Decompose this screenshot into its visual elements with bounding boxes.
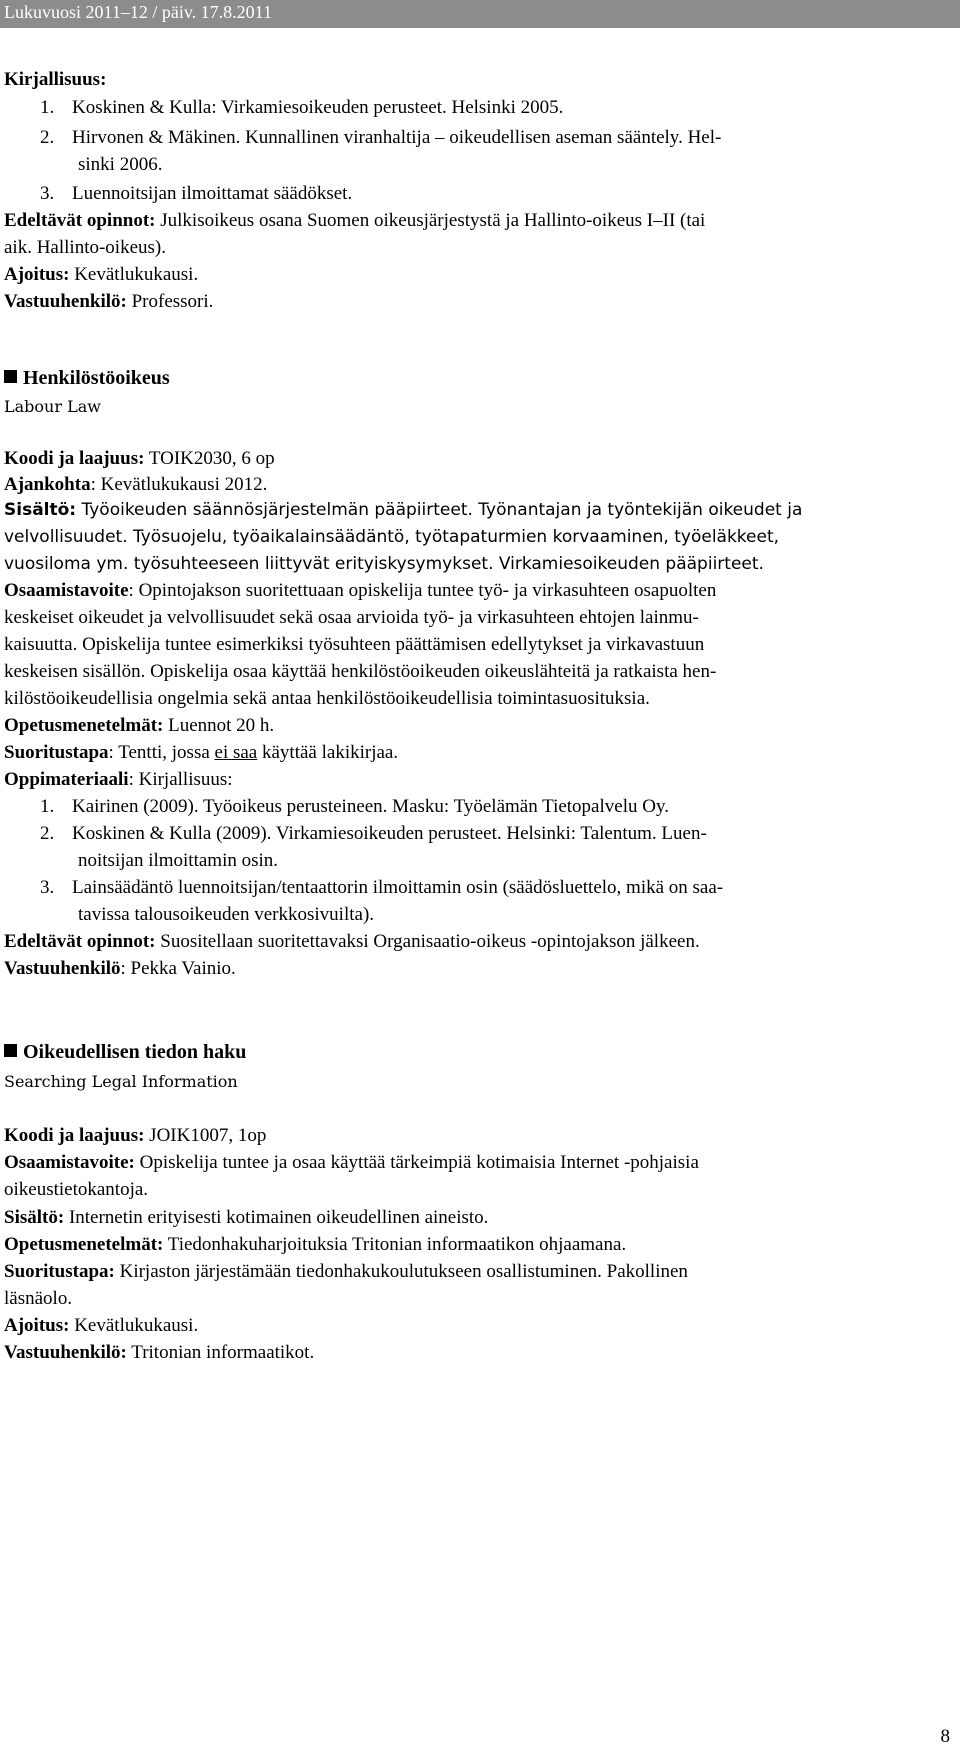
methods-line: Opetusmenetelmät: Luennot 20 h. [4,715,275,736]
goal-line-5: kilöstöoikeudellisia ongelmia sekä antaa henkilöstöoikeudellisia toimintasuosituksia. [4,688,650,709]
page-number: 8 [940,1726,950,1747]
literature-item-3: 3. Luennoitsijan ilmoittamat säädökset. [40,183,353,204]
completion-line-s3: Suoritustapa: Kirjaston järjestämään tiedonhakukoulutukseen osallistuminen. Pakollinen [4,1261,688,1282]
goal-line-1: Osaamistavoite: Opintojakson suoritettuaan opiskelija tuntee työ- ja virkasuhteen osapuolten [4,580,717,601]
literature-item-2: 2. Hirvonen & Mäkinen. Kunnallinen viranhaltija – oikeudellisen aseman sääntely. Hel- [40,127,722,148]
literature-item-2-continued: sinki 2006. [78,154,163,175]
material-item-1: 1. Kairinen (2009). Työoikeus perusteineen. Masku: Työelämän Tietopalvelu Oy. [40,796,669,817]
material-item-2: 2. Koskinen & Kulla (2009). Virkamiesoikeuden perusteet. Helsinki: Talentum. Luen- [40,823,707,844]
goal-line-s3-2: oikeustietokantoja. [4,1179,149,1200]
completion-line: Suoritustapa: Tentti, jossa ei saa käyttää lakikirjaa. [4,742,399,763]
responsible-line-s3: Vastuuhenkilö: Tritonian informaatikot. [4,1342,315,1363]
code-line: Koodi ja laajuus: TOIK2030, 6 op [4,448,275,469]
goal-line-4: keskeisen sisällön. Opiskelija osaa käyttää henkilöstöoikeuden oikeuslähteitä ja ratkaista hen- [4,661,717,682]
goal-line-s3: Osaamistavoite: Opiskelija tuntee ja osaa käyttää tärkeimpiä kotimaisia Internet -pohjaisia [4,1152,699,1173]
content-line-2: velvollisuudet. Työsuojelu, työaikalainsäädäntö, työtapaturmien korvaaminen, työeläkkeet, [4,527,780,547]
page-header [0,0,960,28]
section-subtitle: Labour Law [4,397,101,416]
material-item-3: 3. Lainsäädäntö luennoitsijan/tentaattorin ilmoittamin osin (säädösluettelo, mikä on saa- [40,877,724,898]
completion-line-s3-2: läsnäolo. [4,1288,73,1309]
timing-line-s3: Ajoitus: Kevätlukukausi. [4,1315,199,1336]
material-item-2-continued: noitsijan ilmoittamin osin. [78,850,279,871]
content-line-s3: Sisältö: Internetin erityisesti kotimainen oikeudellinen aineisto. [4,1207,489,1228]
prerequisites-line: Edeltävät opinnot: Julkisoikeus osana Suomen oikeusjärjestystä ja Hallinto-oikeus I–II (tai [4,210,706,231]
responsible-line: Vastuuhenkilö: Professori. [4,291,214,312]
timing-line: Ajoitus: Kevätlukukausi. [4,264,199,285]
goal-line-3: kaisuutta. Opiskelija tuntee esimerkiksi työsuhteen päättämisen edellytykset ja virkavastuun [4,634,705,655]
goal-line-2: keskeiset oikeudet ja velvollisuudet sekä osaa arvioida työ- ja virkasuhteen ehtojen lainmu- [4,607,699,628]
content-line-3: vuosiloma ym. työsuhteeseen liittyvät erityiskysymykset. Virkamiesoikeuden pääpiirteet. [4,554,764,574]
code-line-s3: Koodi ja laajuus: JOIK1007, 1op [4,1125,267,1146]
section-title-labour-law: Henkilöstöoikeus [4,365,170,391]
responsible-line-s2: Vastuuhenkilö: Pekka Vainio. [4,958,236,979]
square-bullet-icon [4,370,17,383]
content-line-1: Sisältö: Työoikeuden säännösjärjestelmän pääpiirteet. Työnantajan ja työntekijän oikeudet ja [4,500,803,520]
header-title: Lukuvuosi 2011–12 / päiv. 17.8.2011 [4,2,272,22]
literature-item-1: 1. Koskinen & Kulla: Virkamiesoikeuden perusteet. Helsinki 2005. [40,97,564,118]
material-line: Oppimateriaali: Kirjallisuus: [4,769,233,790]
methods-line-s3: Opetusmenetelmät: Tiedonhakuharjoituksia Tritonian informaatikon ohjaamana. [4,1234,627,1255]
prerequisites-line-s2: Edeltävät opinnot: Suositellaan suoritettavaksi Organisaatio-oikeus -opintojakson jälkeen. [4,931,700,952]
literature-label: Kirjallisuus: [4,69,107,90]
prerequisites-line-2: aik. Hallinto-oikeus). [4,237,166,258]
period-line: Ajankohta: Kevätlukukausi 2012. [4,474,268,495]
square-bullet-icon [4,1044,17,1057]
section-title-legal-information: Oikeudellisen tiedon haku [4,1039,246,1065]
material-item-3-continued: tavissa talousoikeuden verkkosivuilta). [78,904,375,925]
section-subtitle: Searching Legal Information [4,1072,238,1091]
